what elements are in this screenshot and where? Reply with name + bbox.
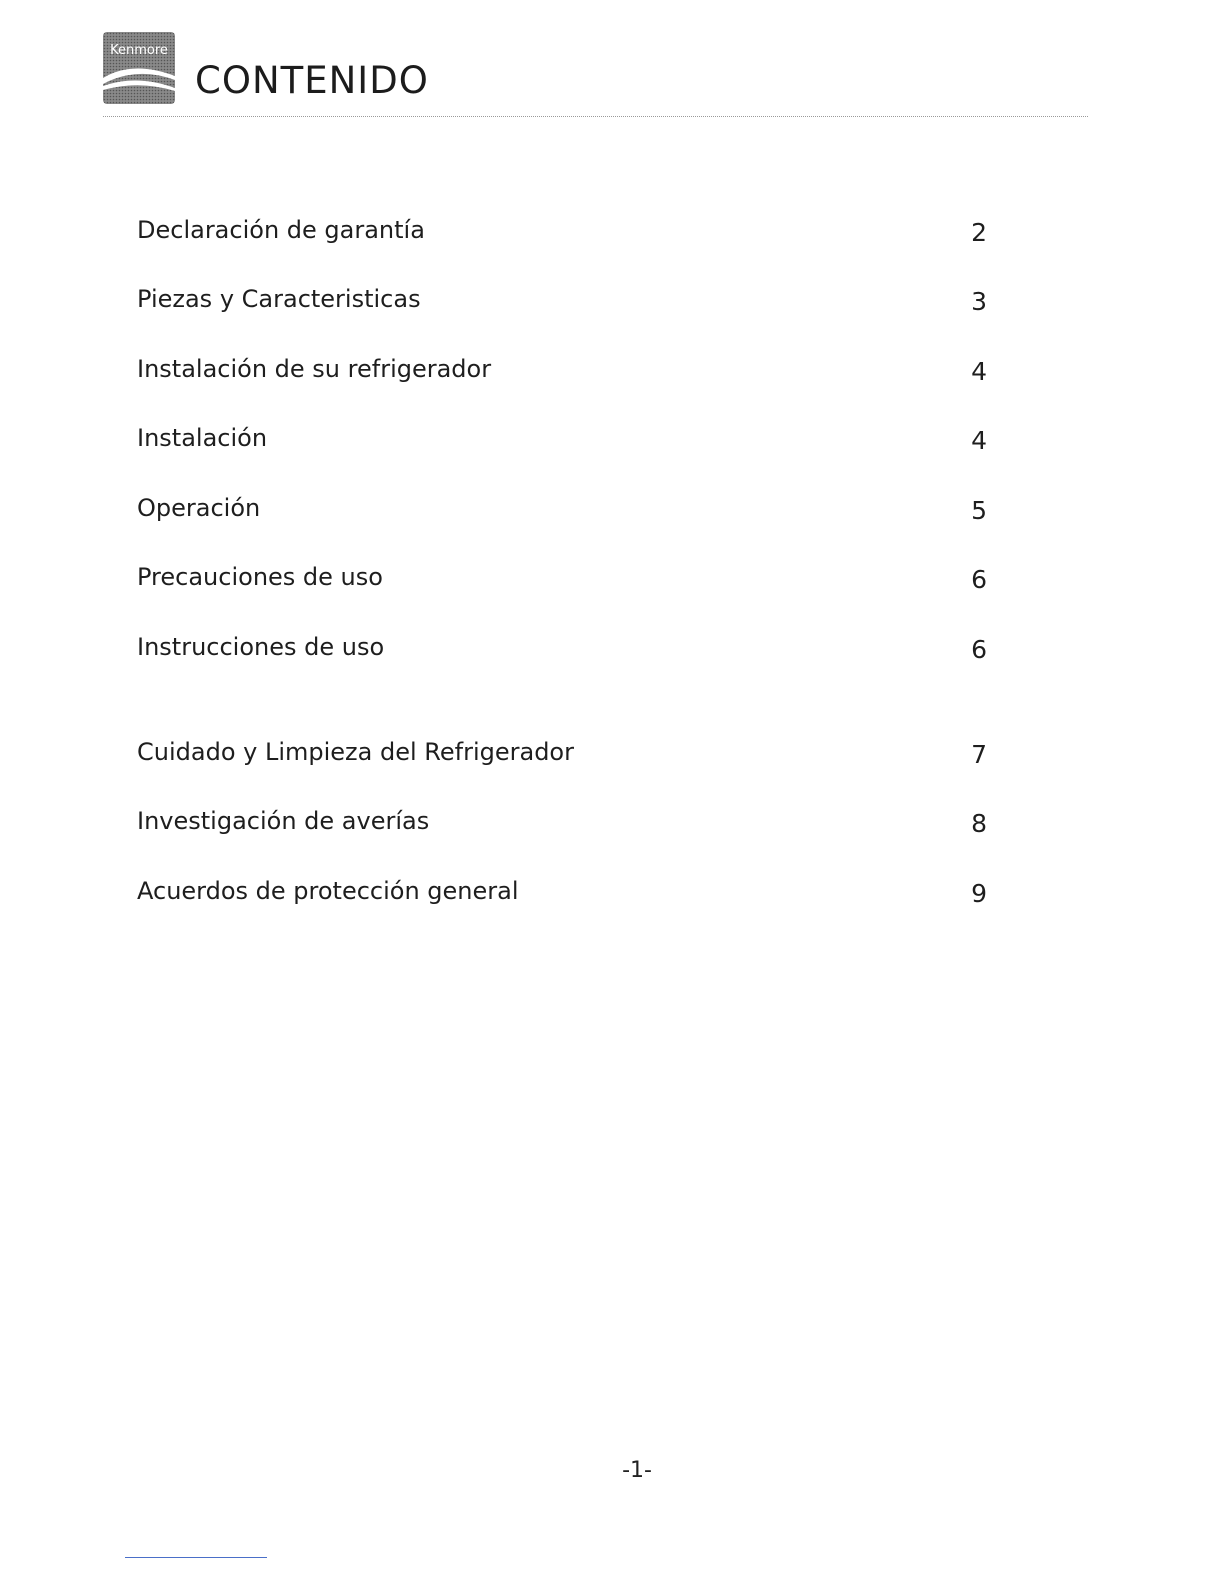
toc-item-title: Instrucciones de uso bbox=[137, 633, 385, 661]
toc-item-page: 3 bbox=[971, 287, 987, 316]
toc-item-operacion bbox=[137, 488, 997, 528]
toc-item-averias bbox=[137, 801, 997, 841]
toc-item-title: Instalación de su refrigerador bbox=[137, 355, 492, 383]
page-number: -1- bbox=[622, 1458, 652, 1483]
toc-item-page: 6 bbox=[971, 565, 987, 594]
toc-item-instalacion-refrigerador bbox=[137, 349, 997, 389]
toc-item-page: 9 bbox=[971, 879, 987, 908]
toc-item-title: Investigación de averías bbox=[137, 807, 430, 835]
toc-item-cuidado bbox=[137, 732, 997, 772]
toc-item-title: Precauciones de uso bbox=[137, 563, 383, 591]
toc-item-piezas bbox=[137, 279, 997, 319]
table-of-contents bbox=[137, 0, 997, 1000]
toc-item-title: Piezas y Caracteristicas bbox=[137, 285, 421, 313]
toc-item-page: 2 bbox=[971, 218, 987, 247]
toc-item-page: 7 bbox=[971, 740, 987, 769]
toc-item-instalacion bbox=[137, 418, 997, 458]
toc-item-title: Acuerdos de protección general bbox=[137, 877, 519, 905]
toc-item-acuerdos bbox=[137, 871, 997, 911]
toc-item-title: Cuidado y Limpieza del Refrigerador bbox=[137, 738, 574, 766]
toc-item-page: 8 bbox=[971, 809, 987, 838]
toc-item-instrucciones bbox=[137, 627, 997, 667]
page-title: CONTENIDO bbox=[195, 59, 429, 102]
logo-text: Kenmore bbox=[110, 43, 168, 58]
toc-item-precauciones bbox=[137, 557, 997, 597]
toc-item-page: 4 bbox=[971, 357, 987, 386]
toc-item-page: 6 bbox=[971, 635, 987, 664]
toc-item-page: 5 bbox=[971, 496, 987, 525]
toc-item-page: 4 bbox=[971, 426, 987, 455]
toc-item-garantia bbox=[137, 210, 997, 250]
toc-item-title: Operación bbox=[137, 494, 261, 522]
footer-divider bbox=[125, 1557, 267, 1558]
toc-item-title: Declaración de garantía bbox=[137, 216, 425, 244]
toc-item-title: Instalación bbox=[137, 424, 268, 452]
